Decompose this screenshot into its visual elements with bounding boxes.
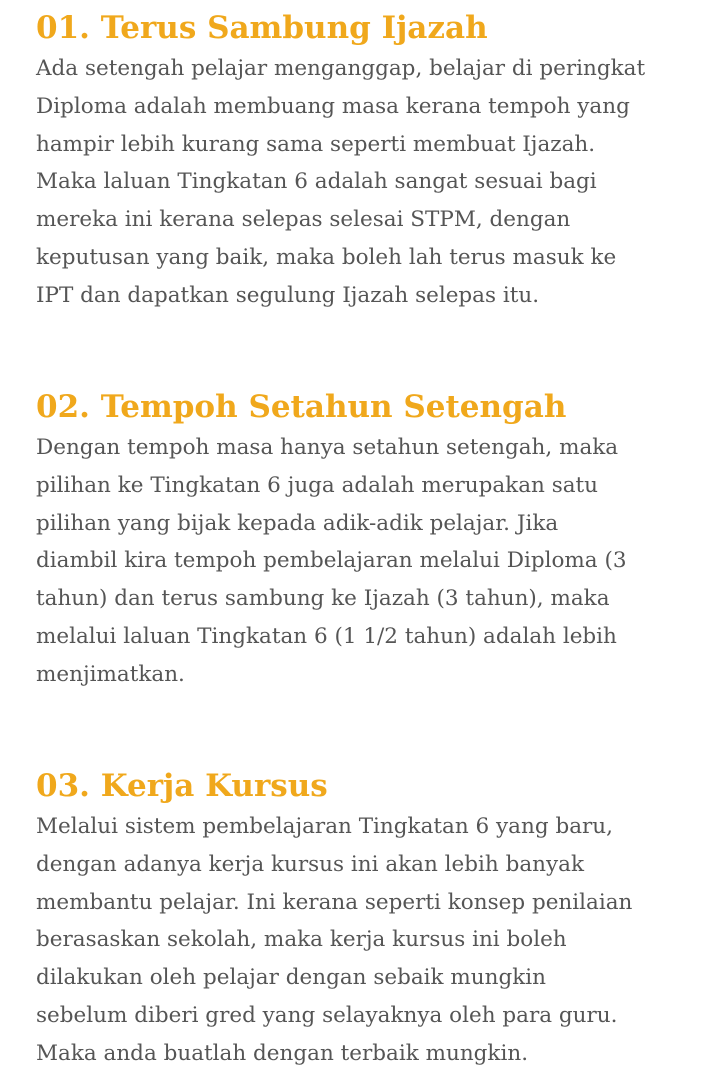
paragraph-line: membantu pelajar. Ini kerana seperti konsep penilaian <box>36 889 633 915</box>
paragraph-line: Diploma adalah membuang masa kerana tempoh yang <box>36 93 630 119</box>
section-kerja-kursus <box>36 764 716 1073</box>
paragraph-line: pilihan ke Tingkatan 6 juga adalah merupakan satu <box>36 472 599 498</box>
paragraph-line: hampir lebih kurang sama seperti membuat Ijazah. <box>36 131 596 157</box>
paragraph-line: IPT dan dapatkan segulung Ijazah selepas itu. <box>36 282 540 308</box>
paragraph-line: menjimatkan. <box>36 661 185 687</box>
section-heading: 02. Tempoh Setahun Setengah <box>36 389 567 425</box>
paragraph-line: dengan adanya kerja kursus ini akan lebih banyak <box>36 851 585 877</box>
section-paragraph <box>36 50 716 315</box>
section-paragraph <box>36 808 716 1073</box>
paragraph-line: tahun) dan terus sambung ke Ijazah (3 tahun), maka <box>36 586 610 612</box>
paragraph-line: keputusan yang baik, maka boleh lah terus masuk ke <box>36 244 617 270</box>
paragraph-line: melalui laluan Tingkatan 6 (1 1/2 tahun) adalah lebih <box>36 623 617 649</box>
paragraph-line: diambil kira tempoh pembelajaran melalui Diploma (3 <box>36 548 627 574</box>
paragraph-line: Maka laluan Tingkatan 6 adalah sangat sesuai bagi <box>36 169 597 195</box>
section-terus-sambung-ijazah <box>36 6 716 315</box>
section-tempoh-setahun-setengah <box>36 385 716 694</box>
paragraph-line: Ada setengah pelajar menganggap, belajar di peringkat <box>36 56 646 81</box>
paragraph-line: berasaskan sekolah, maka kerja kursus ini boleh <box>36 927 567 953</box>
section-heading: 03. Kerja Kursus <box>36 768 328 804</box>
section-paragraph <box>36 429 716 694</box>
paragraph-line: sebelum diberi gred yang selayaknya oleh para guru. <box>36 1002 618 1028</box>
paragraph-line: Dengan tempoh masa hanya setahun setengah, maka <box>36 435 619 460</box>
paragraph-line: dilakukan oleh pelajar dengan sebaik mungkin <box>36 965 547 991</box>
paragraph-line: pilihan yang bijak kepada adik-adik pelajar. Jika <box>36 510 559 536</box>
paragraph-line: Maka anda buatlah dengan terbaik mungkin. <box>36 1040 529 1066</box>
section-heading: 01. Terus Sambung Ijazah <box>36 10 488 46</box>
paragraph-line: Melalui sistem pembelajaran Tingkatan 6 yang baru, <box>36 814 613 839</box>
paragraph-line: mereka ini kerana selepas selesai STPM, dengan <box>36 207 571 233</box>
